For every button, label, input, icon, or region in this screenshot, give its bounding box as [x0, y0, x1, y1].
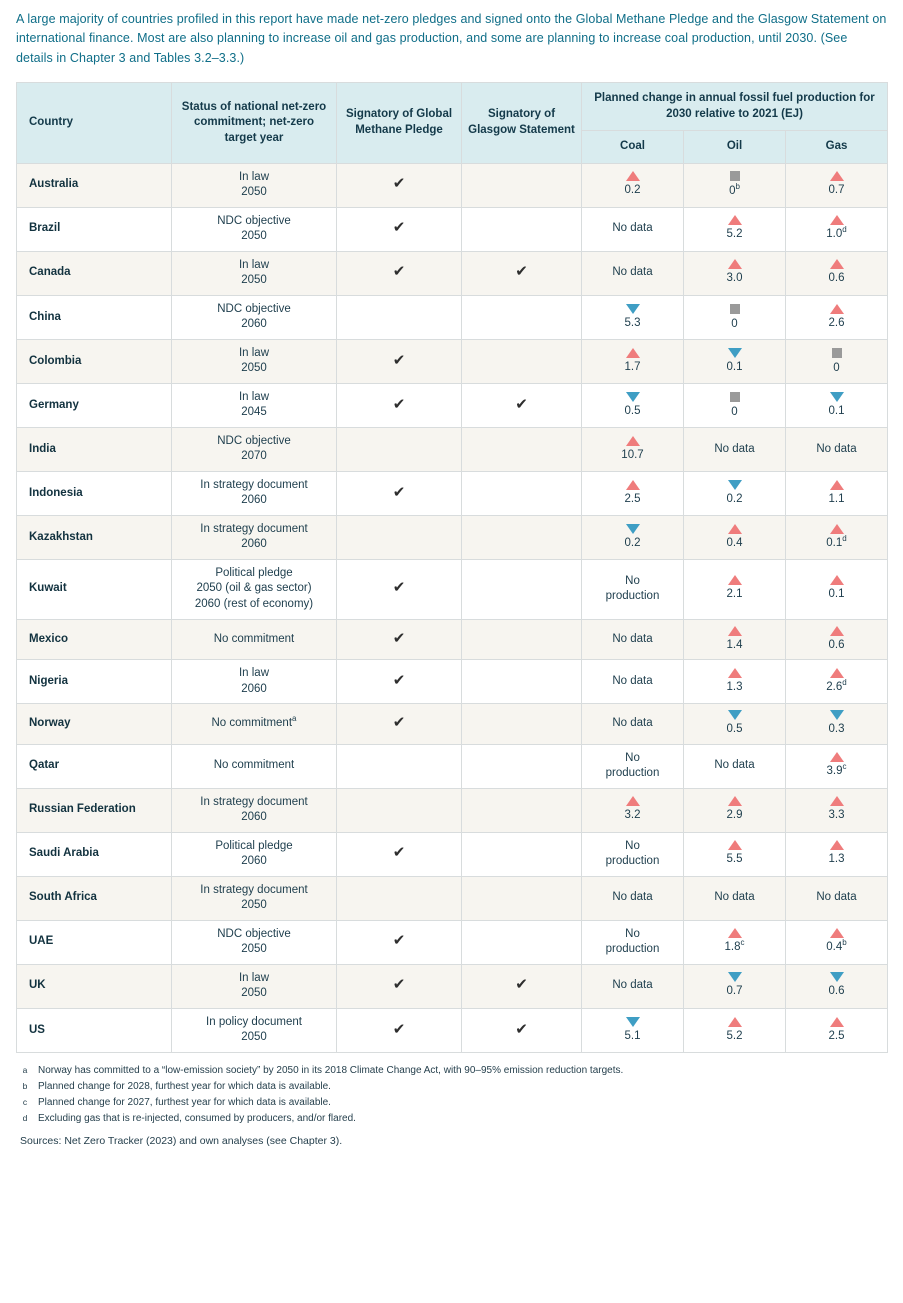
- coal-change-cell: 5.1: [582, 1008, 684, 1052]
- country-name: Russian Federation: [17, 788, 172, 832]
- gas-change-cell: 2.6: [786, 295, 888, 339]
- increase-icon: [626, 171, 640, 181]
- glasgow-statement-cell: [462, 251, 582, 295]
- country-name: Saudi Arabia: [17, 832, 172, 876]
- table-row: [17, 788, 888, 832]
- gas-change-cell: 2.5: [786, 1008, 888, 1052]
- footnote-marker: c: [22, 1096, 28, 1107]
- header-status: Status of national net-zero commitment; net-zero target year: [172, 83, 337, 164]
- glasgow-statement-cell: [462, 339, 582, 383]
- methane-pledge-cell: [337, 832, 462, 876]
- check-icon: ✔: [515, 395, 528, 413]
- table-row: [17, 295, 888, 339]
- increase-icon: [830, 668, 844, 678]
- check-icon: ✔: [392, 579, 406, 597]
- country-name: Brazil: [17, 207, 172, 251]
- table-row: [17, 704, 888, 745]
- increase-icon: [830, 524, 844, 534]
- methane-pledge-cell: [337, 251, 462, 295]
- country-name: South Africa: [17, 876, 172, 920]
- table-row: [17, 619, 888, 660]
- table-row: [17, 251, 888, 295]
- check-icon: ✔: [515, 263, 528, 281]
- methane-pledge-cell: [337, 660, 462, 704]
- increase-icon: [728, 928, 742, 938]
- methane-pledge-cell: [337, 339, 462, 383]
- increase-icon: [626, 436, 640, 446]
- glasgow-statement-cell: [462, 163, 582, 207]
- oil-change-cell: 5.2: [684, 207, 786, 251]
- increase-icon: [728, 524, 742, 534]
- methane-pledge-cell: [337, 383, 462, 427]
- oil-change-cell: 3.0: [684, 251, 786, 295]
- check-icon: ✔: [392, 932, 406, 950]
- footnote: [20, 1063, 887, 1078]
- glasgow-statement-cell: [462, 744, 582, 788]
- decrease-icon: [728, 972, 742, 982]
- oil-change-cell: No data: [684, 876, 786, 920]
- decrease-icon: [728, 480, 742, 490]
- gas-change-cell: 0.6: [786, 619, 888, 660]
- gas-change-cell: 0.7: [786, 163, 888, 207]
- table-row: [17, 515, 888, 559]
- methane-pledge-cell: [337, 515, 462, 559]
- gas-change-cell: 0.6: [786, 251, 888, 295]
- oil-change-cell: 0: [684, 295, 786, 339]
- netzero-status: No commitment$^a$: [172, 704, 337, 745]
- oil-change-cell: No data: [684, 744, 786, 788]
- methane-pledge-cell: [337, 207, 462, 251]
- netzero-status: In strategy document 2060: [172, 515, 337, 559]
- increase-icon: [728, 575, 742, 585]
- netzero-status: In law 2060: [172, 660, 337, 704]
- netzero-status: In law 2050: [172, 339, 337, 383]
- netzero-status: Political pledge 2060: [172, 832, 337, 876]
- check-icon: ✔: [392, 1020, 406, 1038]
- netzero-status: No commitment: [172, 619, 337, 660]
- table-row: [17, 832, 888, 876]
- check-icon: ✔: [392, 219, 406, 237]
- decrease-icon: [830, 392, 844, 402]
- source-note: Sources: Net Zero Tracker (2023) and own analyses (see Chapter 3).: [20, 1134, 343, 1147]
- glasgow-statement-cell: [462, 920, 582, 964]
- country-name: UAE: [17, 920, 172, 964]
- coal-change-cell: 1.7: [582, 339, 684, 383]
- gas-change-cell: No data: [786, 427, 888, 471]
- coal-change-cell: 0.5: [582, 383, 684, 427]
- gas-change-cell: 1.3: [786, 832, 888, 876]
- coal-change-cell: No data: [582, 660, 684, 704]
- footnote-marker: b: [22, 1080, 28, 1091]
- glasgow-statement-cell: [462, 619, 582, 660]
- check-icon: ✔: [392, 844, 406, 862]
- footnote-marker: a: [22, 1064, 28, 1075]
- table-row: [17, 920, 888, 964]
- glasgow-statement-cell: [462, 427, 582, 471]
- netzero-status: In strategy document 2060: [172, 471, 337, 515]
- oil-change-cell: 0.7: [684, 964, 786, 1008]
- table-row: [17, 471, 888, 515]
- methane-pledge-cell: [337, 1008, 462, 1052]
- increase-icon: [830, 796, 844, 806]
- decrease-icon: [626, 304, 640, 314]
- coal-change-cell: No data: [582, 251, 684, 295]
- glasgow-statement-cell: [462, 471, 582, 515]
- footnote: [20, 1111, 887, 1126]
- increase-icon: [830, 480, 844, 490]
- increase-icon: [728, 215, 742, 225]
- header-methane-pledge: Signatory of Global Methane Pledge: [337, 83, 462, 164]
- footnote-text: Norway has committed to a “low-emission society” by 2050 in its 2018 Climate Change Act, with 90–95% emission reduction targets.: [38, 1064, 624, 1076]
- glasgow-statement-cell: [462, 964, 582, 1008]
- check-icon: ✔: [392, 395, 406, 413]
- increase-icon: [830, 752, 844, 762]
- methane-pledge-cell: [337, 920, 462, 964]
- country-name: Germany: [17, 383, 172, 427]
- gas-change-cell: 0.4$^b$: [786, 920, 888, 964]
- methane-pledge-cell: [337, 876, 462, 920]
- header-oil: Oil: [684, 131, 786, 164]
- gas-change-cell: 0: [786, 339, 888, 383]
- oil-change-cell: 5.2: [684, 1008, 786, 1052]
- footnote-marker: d: [22, 1112, 28, 1123]
- check-icon: ✔: [392, 629, 406, 647]
- check-icon: ✔: [392, 175, 406, 193]
- increase-icon: [728, 259, 742, 269]
- check-icon: ✔: [392, 671, 406, 689]
- gas-change-cell: 3.3: [786, 788, 888, 832]
- check-icon: ✔: [392, 263, 406, 281]
- oil-change-cell: 1.4: [684, 619, 786, 660]
- increase-icon: [830, 1017, 844, 1027]
- coal-change-cell: 0.2: [582, 163, 684, 207]
- table-row: [17, 876, 888, 920]
- glasgow-statement-cell: [462, 876, 582, 920]
- netzero-status: In law 2050: [172, 163, 337, 207]
- netzero-status: NDC objective 2070: [172, 427, 337, 471]
- table-row: [17, 744, 888, 788]
- country-name: Norway: [17, 704, 172, 745]
- glasgow-statement-cell: [462, 295, 582, 339]
- netzero-status: No commitment: [172, 744, 337, 788]
- gas-change-cell: 0.1$^d$: [786, 515, 888, 559]
- coal-change-cell: No data: [582, 876, 684, 920]
- check-icon: ✔: [515, 1020, 528, 1038]
- gas-change-cell: 1.0$^d$: [786, 207, 888, 251]
- coal-change-cell: No data: [582, 207, 684, 251]
- header-country: Country: [17, 83, 172, 164]
- oil-change-cell: 0.1: [684, 339, 786, 383]
- increase-icon: [626, 480, 640, 490]
- country-name: Qatar: [17, 744, 172, 788]
- footnote: [20, 1095, 887, 1110]
- table-row: [17, 1008, 888, 1052]
- gas-change-cell: 0.1: [786, 559, 888, 619]
- country-name: US: [17, 1008, 172, 1052]
- oil-change-cell: 0.4: [684, 515, 786, 559]
- netzero-status: In law 2050: [172, 251, 337, 295]
- decrease-icon: [626, 524, 640, 534]
- decrease-icon: [626, 1017, 640, 1027]
- country-name: UK: [17, 964, 172, 1008]
- coal-change-cell: No data: [582, 964, 684, 1008]
- oil-change-cell: 0$^b$: [684, 163, 786, 207]
- increase-icon: [830, 840, 844, 850]
- header-planned-change: Planned change in annual fossil fuel production for 2030 relative to 2021 (EJ): [582, 83, 888, 131]
- footnote-text: Excluding gas that is re-injected, consumed by producers, and/or flared.: [38, 1112, 356, 1124]
- glasgow-statement-cell: [462, 704, 582, 745]
- country-name: Colombia: [17, 339, 172, 383]
- oil-change-cell: 0: [684, 383, 786, 427]
- country-name: India: [17, 427, 172, 471]
- netzero-status: In strategy document 2060: [172, 788, 337, 832]
- country-name: Kuwait: [17, 559, 172, 619]
- coal-change-cell: No production: [582, 744, 684, 788]
- check-icon: ✔: [392, 351, 406, 369]
- table-row: [17, 163, 888, 207]
- intro-paragraph: A large majority of countries profiled in this report have made net-zero pledges and signed onto the Global Methane Pledge and the Glasgow Statement on international finance. Most are also planning to increase oil and gas production, and some are planning to increase coal production, until 2030. (See details in Chapter 3 and Tables 3.2–3.3.): [16, 12, 887, 65]
- coal-change-cell: 5.3: [582, 295, 684, 339]
- glasgow-statement-cell: [462, 660, 582, 704]
- methane-pledge-cell: [337, 295, 462, 339]
- methane-pledge-cell: [337, 427, 462, 471]
- glasgow-statement-cell: [462, 832, 582, 876]
- header-glasgow-statement: Signatory of Glasgow Statement: [462, 83, 582, 164]
- netzero-status: Political pledge 2050 (oil & gas sector) 2060 (rest of economy): [172, 559, 337, 619]
- netzero-status: In law 2045: [172, 383, 337, 427]
- check-icon: ✔: [515, 976, 528, 994]
- increase-icon: [830, 171, 844, 181]
- table-header: [17, 83, 888, 164]
- country-name: Nigeria: [17, 660, 172, 704]
- increase-icon: [830, 259, 844, 269]
- glasgow-statement-cell: [462, 788, 582, 832]
- oil-change-cell: 5.5: [684, 832, 786, 876]
- glasgow-statement-cell: [462, 515, 582, 559]
- table-row: [17, 660, 888, 704]
- country-name: China: [17, 295, 172, 339]
- no-change-icon: [730, 171, 740, 181]
- country-name: Indonesia: [17, 471, 172, 515]
- decrease-icon: [728, 710, 742, 720]
- gas-change-cell: 2.6$^d$: [786, 660, 888, 704]
- glasgow-statement-cell: [462, 383, 582, 427]
- country-name: Kazakhstan: [17, 515, 172, 559]
- decrease-icon: [830, 972, 844, 982]
- increase-icon: [728, 668, 742, 678]
- increase-icon: [830, 928, 844, 938]
- coal-change-cell: No production: [582, 559, 684, 619]
- table-row: [17, 383, 888, 427]
- oil-change-cell: 1.8$^c$: [684, 920, 786, 964]
- increase-icon: [728, 796, 742, 806]
- oil-change-cell: 0.5: [684, 704, 786, 745]
- methane-pledge-cell: [337, 788, 462, 832]
- methane-pledge-cell: [337, 619, 462, 660]
- fossil-fuel-pledges-table: [16, 82, 888, 1053]
- oil-change-cell: 2.1: [684, 559, 786, 619]
- increase-icon: [728, 626, 742, 636]
- netzero-status: In law 2050: [172, 964, 337, 1008]
- increase-icon: [626, 796, 640, 806]
- coal-change-cell: No production: [582, 832, 684, 876]
- increase-icon: [626, 348, 640, 358]
- table-row: [17, 339, 888, 383]
- netzero-status: In strategy document 2050: [172, 876, 337, 920]
- decrease-icon: [830, 710, 844, 720]
- glasgow-statement-cell: [462, 1008, 582, 1052]
- table-row: [17, 559, 888, 619]
- coal-change-cell: 2.5: [582, 471, 684, 515]
- netzero-status: In policy document 2050: [172, 1008, 337, 1052]
- no-change-icon: [730, 392, 740, 402]
- coal-change-cell: No data: [582, 704, 684, 745]
- netzero-status: NDC objective 2050: [172, 207, 337, 251]
- table-row: [17, 207, 888, 251]
- glasgow-statement-cell: [462, 559, 582, 619]
- no-change-icon: [832, 348, 842, 358]
- oil-change-cell: 0.2: [684, 471, 786, 515]
- gas-change-cell: 1.1: [786, 471, 888, 515]
- table-row: [17, 427, 888, 471]
- table-body: [17, 163, 888, 1052]
- table-row: [17, 964, 888, 1008]
- coal-change-cell: No production: [582, 920, 684, 964]
- country-name: Canada: [17, 251, 172, 295]
- increase-icon: [830, 626, 844, 636]
- decrease-icon: [626, 392, 640, 402]
- oil-change-cell: 2.9: [684, 788, 786, 832]
- coal-change-cell: 3.2: [582, 788, 684, 832]
- coal-change-cell: 10.7: [582, 427, 684, 471]
- country-name: Mexico: [17, 619, 172, 660]
- oil-change-cell: 1.3: [684, 660, 786, 704]
- oil-change-cell: No data: [684, 427, 786, 471]
- gas-change-cell: 3.9$^c$: [786, 744, 888, 788]
- coal-change-cell: No data: [582, 619, 684, 660]
- methane-pledge-cell: [337, 704, 462, 745]
- footnotes: [16, 1063, 887, 1126]
- header-coal: Coal: [582, 131, 684, 164]
- netzero-status: NDC objective 2050: [172, 920, 337, 964]
- methane-pledge-cell: [337, 744, 462, 788]
- decrease-icon: [728, 348, 742, 358]
- glasgow-statement-cell: [462, 207, 582, 251]
- methane-pledge-cell: [337, 964, 462, 1008]
- gas-change-cell: No data: [786, 876, 888, 920]
- increase-icon: [830, 575, 844, 585]
- check-icon: ✔: [392, 483, 406, 501]
- increase-icon: [728, 840, 742, 850]
- country-name: Australia: [17, 163, 172, 207]
- coal-change-cell: 0.2: [582, 515, 684, 559]
- gas-change-cell: 0.1: [786, 383, 888, 427]
- check-icon: ✔: [392, 714, 406, 732]
- gas-change-cell: 0.3: [786, 704, 888, 745]
- increase-icon: [830, 304, 844, 314]
- gas-change-cell: 0.6: [786, 964, 888, 1008]
- increase-icon: [728, 1017, 742, 1027]
- footnote-text: Planned change for 2028, furthest year for which data is available.: [38, 1080, 331, 1092]
- header-gas: Gas: [786, 131, 888, 164]
- footnote-text: Planned change for 2027, furthest year for which data is available.: [38, 1096, 331, 1108]
- footnote: [20, 1079, 887, 1094]
- methane-pledge-cell: [337, 163, 462, 207]
- methane-pledge-cell: [337, 471, 462, 515]
- netzero-status: NDC objective 2060: [172, 295, 337, 339]
- increase-icon: [830, 215, 844, 225]
- no-change-icon: [730, 304, 740, 314]
- methane-pledge-cell: [337, 559, 462, 619]
- check-icon: ✔: [392, 976, 406, 994]
